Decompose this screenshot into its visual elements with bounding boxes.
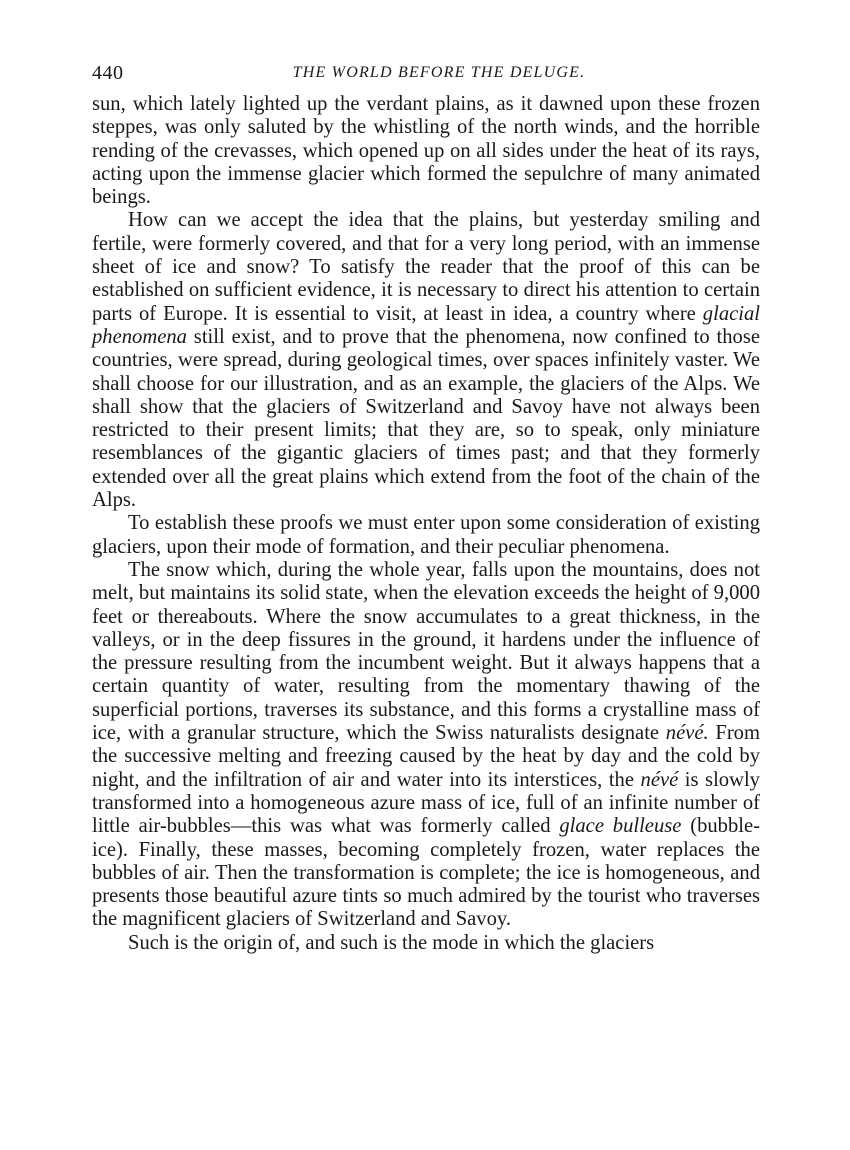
paragraph-text: How can we accept the idea that the plains, but yesterday smiling and fertile, were formerly covered, and that for a very long period, with an immense sheet of ice and snow? To satisfy the reader that the proof of this can be established on sufficient evidence, it is necessary to direct his attention to certain parts of Europe. It is essential to visit, at least in idea, a country where [92,209,760,325]
paragraph [92,209,760,512]
paragraph-text: still exist, and to prove that the phenomena, now confined to those countries, were spread, during geological times, over spaces infinitely vaster. We shall choose for our illustration, and as an example, the glaciers of the Alps. We shall show that the glaciers of Switzerland and Savoy have not always been restricted to their present limits; that they are, so to speak, only miniature resemblances of the gigantic glaciers of times past; and that they formerly extended over all the great plains which extend from the foot of the chain of the Alps. [92,325,760,512]
paragraph-text: is slowly transformed into a homogeneous azure mass of ice, full of an infinite number of little air-bubbles—this was what was formerly called [92,768,760,838]
paragraph-text: The snow which, during the whole year, falls upon the mountains, does not melt, but maintains its solid state, when the elevation exceeds the height of 9,000 feet or thereabouts. Where the snow accumulates to a great thickness, in the valleys, or in the deep fissures in the ground, it hardens under the influence of the pressure resulting from the incumbent weight. But it always happens that a certain quantity of water, resulting from the momentary thawing of the superficial portions, traverses its substance, and this forms a crystalline mass of ice, with a granular structure, which the Swiss naturalists designate [92,558,760,745]
body-text [92,93,760,955]
paragraph [92,559,760,932]
paragraph [92,93,760,209]
paragraph-text: Such is the origin of, and such is the mode in which the glaciers [128,931,655,954]
italic-term: névé [640,768,679,791]
italic-term: névé. [665,722,709,745]
paragraph-text: sun, which lately lighted up the verdant plains, as it dawned upon these frozen steppes, was only saluted by the whistling of the north winds, and the horrible rending of the crevasses, which opened up on all sides under the heat of its rays, acting upon the immense glacier which formed the sepulchre of many animated beings. [92,93,760,209]
paragraph-text: To establish these proofs we must enter upon some consideration of existing glaciers, upon their mode of formation, and their peculiar phenomena. [92,512,760,558]
paragraph [92,932,760,955]
paragraph-text: (bubble-ice). Finally, these masses, becoming completely frozen, water replaces the bubbles of air. Then the transformation is complete; the ice is homogeneous, and presents those beautiful azure tints so much admired by the tourist who traverses the magnificent glaciers of Switzerland and Savoy. [92,815,760,931]
italic-term: glacial phenomena [92,302,760,348]
page-number: 440 [92,62,124,84]
paragraph-text: From the successive melting and freezing caused by the heat by day and the cold by night, and the infiltration of air and water into its interstices, the [92,722,760,791]
book-page [92,58,760,955]
running-head [92,58,760,88]
paragraph [92,512,760,559]
running-title: THE WORLD BEFORE THE DELUGE. [292,64,586,81]
italic-term: glace bulleuse [559,815,682,838]
